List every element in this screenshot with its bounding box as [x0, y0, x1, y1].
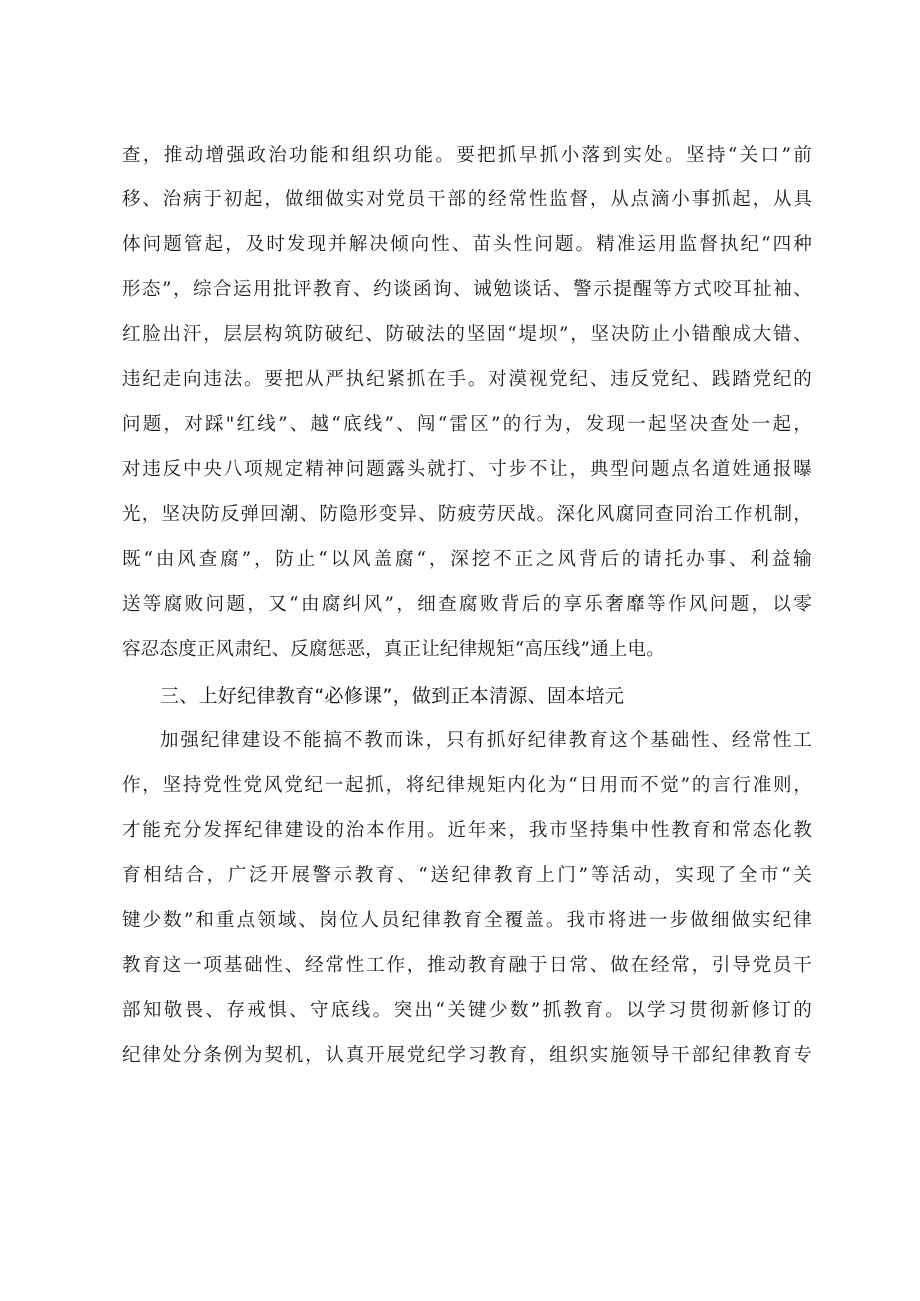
- paragraph-2-line-6: 教育这一项基础性、经常性工作，推动教育融于日常、做在经常，引导党员干: [122, 955, 812, 976]
- paragraph-1-line-5: 红脸出汗，层层构筑防破纪、防破法的坚固“堤坝”，坚决防止小错酿成大错、: [122, 324, 812, 345]
- paragraph-2-line-3: 才能充分发挥纪律建设的治本作用。近年来，我市坚持集中性教育和常态化教: [122, 820, 812, 841]
- paragraph-2-line-2: 作，坚持党性党风党纪一起抓，将纪律规矩内化为“日用而不觉”的言行准则，: [122, 775, 812, 796]
- paragraph-1-line-8: 对违反中央八项规定精神问题露头就打、寸步不让，典型问题点名道姓通报曝: [122, 459, 812, 480]
- paragraph-1-line-3: 体问题管起，及时发现并解决倾向性、苗头性问题。精准运用监督执纪“四种: [122, 234, 812, 255]
- paragraph-2-line-7: 部知敬畏、存戒惧、守底线。突出“关键少数”抓教育。以学习贯彻新修订的: [122, 1000, 812, 1021]
- section-heading: 三、上好纪律教育“必修课”，做到正本清源、固本培元: [160, 685, 625, 707]
- paragraph-1-line-6: 违纪走向违法。要把从严执纪紧抓在手。对漠视党纪、违反党纪、践踏党纪的: [122, 369, 812, 390]
- paragraph-1-line-1: 查，推动增强政治功能和组织功能。要把抓早抓小落到实处。坚持“关口”前: [122, 145, 812, 166]
- paragraph-2-line-8: 纪律处分条例为契机，认真开展党纪学习教育，组织实施领导干部纪律教育专: [122, 1045, 812, 1066]
- paragraph-1-line-11: 送等腐败问题，又“由腐纠风”，细查腐败背后的享乐奢靡等作风问题，以零: [122, 594, 812, 615]
- paragraph-1-line-9: 光，坚决防反弹回潮、防隐形变异、防疲劳厌战。深化风腐同查同治工作机制，: [122, 504, 812, 525]
- paragraph-1-line-4: 形态”，综合运用批评教育、约谈函询、诫勉谈话、警示提醒等方式咬耳扯袖、: [122, 279, 812, 300]
- paragraph-1-line-7: 问题，对踩"红线”、越“底线”、闯“雷区”的行为，发现一起坚决查处一起，: [122, 414, 812, 435]
- paragraph-2-line-4: 育相结合，广泛开展警示教育、“送纪律教育上门”等活动，实现了全市“关: [122, 865, 812, 886]
- paragraph-1-line-12: 容忍态度正风肃纪、反腐惩恶，真正让纪律规矩“高压线”通上电。: [122, 639, 665, 660]
- paragraph-1-line-10: 既“由风查腐”，防止“以风盖腐“，深挖不正之风背后的请托办事、利益输: [122, 549, 812, 570]
- paragraph-2-line-1: 加强纪律建设不能搞不教而诛，只有抓好纪律教育这个基础性、经常性工: [160, 730, 812, 751]
- paragraph-2-line-5: 键少数”和重点领域、岗位人员纪律教育全覆盖。我市将进一步做细做实纪律: [122, 910, 812, 931]
- paragraph-1-line-2: 移、治病于初起，做细做实对党员干部的经常性监督，从点滴小事抓起，从具: [122, 189, 812, 210]
